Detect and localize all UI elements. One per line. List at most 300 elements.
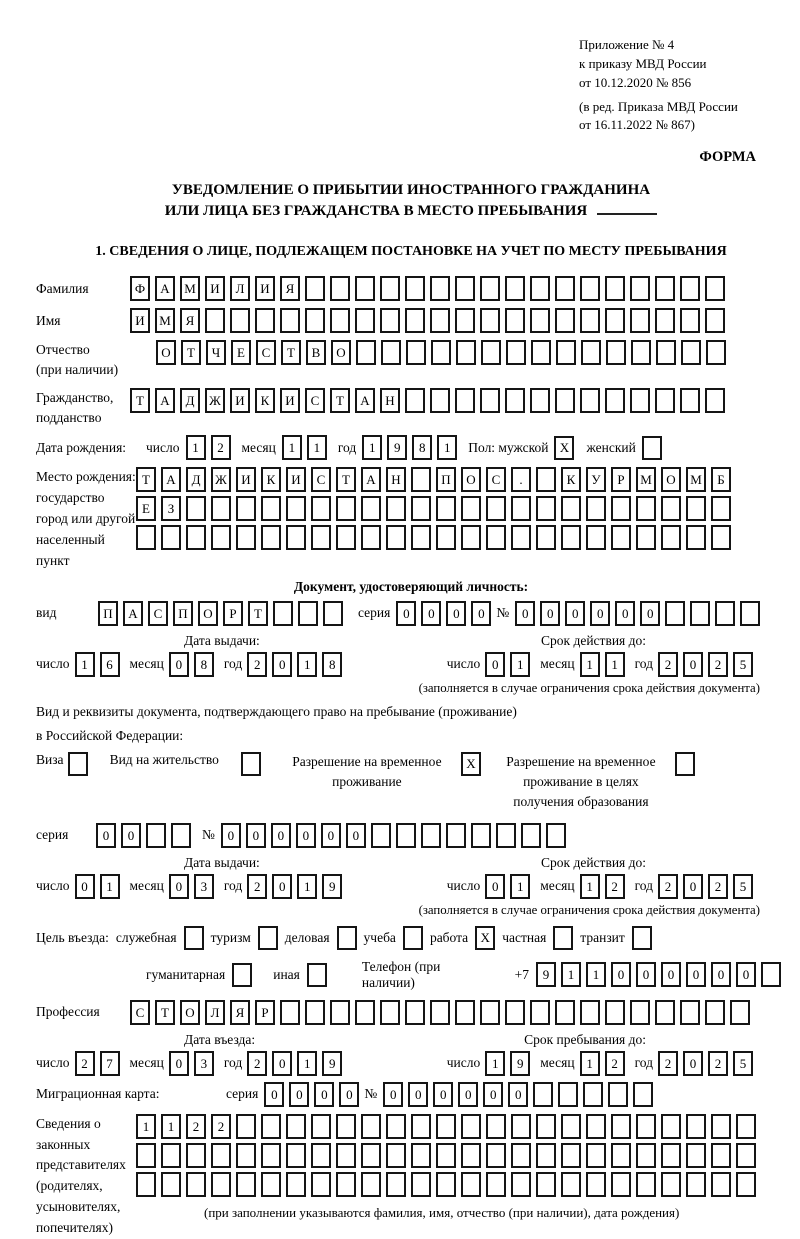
char-cell[interactable]	[436, 1143, 456, 1168]
char-cell[interactable]: Р	[611, 467, 631, 492]
char-cell[interactable]	[505, 276, 525, 301]
char-cell[interactable]	[686, 496, 706, 521]
purpose-business-checkbox[interactable]	[337, 926, 357, 950]
char-cell[interactable]	[186, 1143, 206, 1168]
char-cell[interactable]	[506, 340, 526, 365]
char-cell[interactable]	[261, 1143, 281, 1168]
char-cell[interactable]	[661, 496, 681, 521]
char-cell[interactable]: О	[180, 1000, 200, 1025]
char-cell[interactable]: Д	[186, 467, 206, 492]
char-cell[interactable]	[236, 1143, 256, 1168]
char-cell[interactable]	[461, 1172, 481, 1197]
char-cell[interactable]	[680, 388, 700, 413]
char-cell[interactable]: И	[286, 467, 306, 492]
char-cell[interactable]	[530, 308, 550, 333]
char-cell[interactable]	[555, 1000, 575, 1025]
char-cell[interactable]	[436, 1114, 456, 1139]
char-cell[interactable]	[705, 276, 725, 301]
char-cell[interactable]	[561, 1143, 581, 1168]
char-cell[interactable]	[536, 1114, 556, 1139]
purpose-work-checkbox[interactable]: X	[475, 926, 495, 950]
char-cell[interactable]	[605, 276, 625, 301]
char-cell[interactable]	[555, 308, 575, 333]
char-cell[interactable]: 0	[683, 874, 703, 899]
char-cell[interactable]	[405, 1000, 425, 1025]
char-cell[interactable]	[505, 1000, 525, 1025]
char-cell[interactable]	[705, 1000, 725, 1025]
char-cell[interactable]: М	[636, 467, 656, 492]
char-cell[interactable]	[611, 1143, 631, 1168]
char-cell[interactable]	[305, 308, 325, 333]
char-cell[interactable]	[436, 1172, 456, 1197]
char-cell[interactable]: 1	[100, 874, 120, 899]
char-cell[interactable]: 9	[510, 1051, 530, 1076]
char-cell[interactable]	[561, 1172, 581, 1197]
char-cell[interactable]	[386, 1143, 406, 1168]
char-cell[interactable]	[286, 496, 306, 521]
char-cell[interactable]	[486, 1114, 506, 1139]
char-cell[interactable]: Т	[330, 388, 350, 413]
char-cell[interactable]	[561, 525, 581, 550]
char-cell[interactable]	[711, 496, 731, 521]
char-cell[interactable]	[286, 1172, 306, 1197]
char-cell[interactable]	[705, 308, 725, 333]
char-cell[interactable]: А	[355, 388, 375, 413]
char-cell[interactable]: 1	[580, 652, 600, 677]
char-cell[interactable]	[386, 1114, 406, 1139]
char-cell[interactable]: 0	[471, 601, 491, 626]
purpose-other-checkbox[interactable]	[307, 963, 327, 987]
char-cell[interactable]: 1	[186, 435, 206, 460]
char-cell[interactable]	[536, 1172, 556, 1197]
char-cell[interactable]	[186, 525, 206, 550]
char-cell[interactable]: Т	[281, 340, 301, 365]
purpose-tourism-checkbox[interactable]	[258, 926, 278, 950]
char-cell[interactable]	[236, 496, 256, 521]
char-cell[interactable]	[430, 308, 450, 333]
char-cell[interactable]: 1	[586, 962, 606, 987]
temp-permit-checkbox[interactable]: X	[461, 752, 481, 776]
char-cell[interactable]: И	[280, 388, 300, 413]
char-cell[interactable]: 8	[194, 652, 214, 677]
char-cell[interactable]: С	[130, 1000, 150, 1025]
char-cell[interactable]	[608, 1082, 628, 1107]
purpose-study-checkbox[interactable]	[403, 926, 423, 950]
char-cell[interactable]	[161, 1172, 181, 1197]
char-cell[interactable]: 6	[100, 652, 120, 677]
char-cell[interactable]: 2	[247, 1051, 267, 1076]
char-cell[interactable]	[580, 388, 600, 413]
char-cell[interactable]: 0	[408, 1082, 428, 1107]
char-cell[interactable]: 0	[483, 1082, 503, 1107]
char-cell[interactable]: 0	[683, 1051, 703, 1076]
char-cell[interactable]	[530, 276, 550, 301]
char-cell[interactable]	[455, 1000, 475, 1025]
char-cell[interactable]: 1	[605, 652, 625, 677]
char-cell[interactable]	[386, 525, 406, 550]
char-cell[interactable]: С	[305, 388, 325, 413]
char-cell[interactable]: 0	[296, 823, 316, 848]
char-cell[interactable]	[461, 1114, 481, 1139]
char-cell[interactable]: 0	[421, 601, 441, 626]
char-cell[interactable]: И	[230, 388, 250, 413]
char-cell[interactable]	[680, 276, 700, 301]
char-cell[interactable]: 9	[322, 874, 342, 899]
char-cell[interactable]	[665, 601, 685, 626]
char-cell[interactable]: 1	[437, 435, 457, 460]
char-cell[interactable]	[371, 823, 391, 848]
char-cell[interactable]: 1	[510, 652, 530, 677]
char-cell[interactable]	[355, 308, 375, 333]
char-cell[interactable]	[330, 1000, 350, 1025]
char-cell[interactable]: 9	[387, 435, 407, 460]
char-cell[interactable]	[546, 823, 566, 848]
char-cell[interactable]	[136, 525, 156, 550]
char-cell[interactable]: 1	[307, 435, 327, 460]
char-cell[interactable]: 0	[565, 601, 585, 626]
char-cell[interactable]	[606, 340, 626, 365]
char-cell[interactable]	[405, 388, 425, 413]
char-cell[interactable]: 0	[121, 823, 141, 848]
char-cell[interactable]	[311, 1172, 331, 1197]
char-cell[interactable]: 1	[580, 874, 600, 899]
char-cell[interactable]	[681, 340, 701, 365]
char-cell[interactable]	[636, 1114, 656, 1139]
char-cell[interactable]: 0	[615, 601, 635, 626]
char-cell[interactable]: 0	[383, 1082, 403, 1107]
char-cell[interactable]: С	[148, 601, 168, 626]
char-cell[interactable]: 8	[412, 435, 432, 460]
char-cell[interactable]	[286, 1143, 306, 1168]
char-cell[interactable]: 0	[446, 601, 466, 626]
char-cell[interactable]: 0	[661, 962, 681, 987]
char-cell[interactable]: И	[255, 276, 275, 301]
char-cell[interactable]: Я	[180, 308, 200, 333]
char-cell[interactable]	[336, 496, 356, 521]
char-cell[interactable]	[411, 496, 431, 521]
char-cell[interactable]: С	[311, 467, 331, 492]
char-cell[interactable]: У	[586, 467, 606, 492]
char-cell[interactable]: К	[261, 467, 281, 492]
char-cell[interactable]	[361, 1114, 381, 1139]
char-cell[interactable]	[633, 1082, 653, 1107]
char-cell[interactable]: Л	[230, 276, 250, 301]
char-cell[interactable]: 0	[169, 1051, 189, 1076]
char-cell[interactable]	[486, 1143, 506, 1168]
char-cell[interactable]: 0	[75, 874, 95, 899]
char-cell[interactable]	[456, 340, 476, 365]
char-cell[interactable]	[171, 823, 191, 848]
char-cell[interactable]: 1	[297, 874, 317, 899]
char-cell[interactable]: 0	[246, 823, 266, 848]
char-cell[interactable]	[323, 601, 343, 626]
char-cell[interactable]	[580, 276, 600, 301]
char-cell[interactable]: П	[173, 601, 193, 626]
char-cell[interactable]: М	[155, 308, 175, 333]
char-cell[interactable]	[686, 525, 706, 550]
char-cell[interactable]: 0	[611, 962, 631, 987]
char-cell[interactable]: 0	[346, 823, 366, 848]
char-cell[interactable]: 2	[708, 1051, 728, 1076]
char-cell[interactable]: О	[461, 467, 481, 492]
char-cell[interactable]: 0	[736, 962, 756, 987]
char-cell[interactable]	[461, 525, 481, 550]
char-cell[interactable]	[630, 388, 650, 413]
char-cell[interactable]	[711, 1114, 731, 1139]
char-cell[interactable]: А	[155, 276, 175, 301]
char-cell[interactable]: 0	[433, 1082, 453, 1107]
char-cell[interactable]	[355, 1000, 375, 1025]
char-cell[interactable]: 1	[580, 1051, 600, 1076]
char-cell[interactable]	[661, 1172, 681, 1197]
char-cell[interactable]	[521, 823, 541, 848]
char-cell[interactable]: 0	[396, 601, 416, 626]
char-cell[interactable]	[480, 388, 500, 413]
char-cell[interactable]	[561, 496, 581, 521]
char-cell[interactable]: А	[123, 601, 143, 626]
char-cell[interactable]	[205, 308, 225, 333]
char-cell[interactable]: Е	[136, 496, 156, 521]
char-cell[interactable]	[211, 496, 231, 521]
char-cell[interactable]: Ф	[130, 276, 150, 301]
char-cell[interactable]: 2	[658, 1051, 678, 1076]
char-cell[interactable]	[361, 496, 381, 521]
char-cell[interactable]: З	[161, 496, 181, 521]
char-cell[interactable]: .	[511, 467, 531, 492]
char-cell[interactable]: П	[436, 467, 456, 492]
char-cell[interactable]: П	[98, 601, 118, 626]
char-cell[interactable]	[531, 340, 551, 365]
char-cell[interactable]	[555, 388, 575, 413]
char-cell[interactable]: 3	[194, 874, 214, 899]
char-cell[interactable]: Н	[380, 388, 400, 413]
char-cell[interactable]	[686, 1143, 706, 1168]
char-cell[interactable]: 0	[272, 652, 292, 677]
char-cell[interactable]: 9	[322, 1051, 342, 1076]
char-cell[interactable]	[361, 525, 381, 550]
char-cell[interactable]	[236, 1172, 256, 1197]
char-cell[interactable]: И	[130, 308, 150, 333]
char-cell[interactable]	[396, 823, 416, 848]
char-cell[interactable]: О	[156, 340, 176, 365]
char-cell[interactable]	[558, 1082, 578, 1107]
char-cell[interactable]: 1	[297, 1051, 317, 1076]
char-cell[interactable]: 0	[485, 652, 505, 677]
char-cell[interactable]	[686, 1114, 706, 1139]
char-cell[interactable]: Д	[180, 388, 200, 413]
char-cell[interactable]	[706, 340, 726, 365]
char-cell[interactable]	[661, 525, 681, 550]
char-cell[interactable]	[631, 340, 651, 365]
char-cell[interactable]: 0	[96, 823, 116, 848]
char-cell[interactable]: 1	[485, 1051, 505, 1076]
char-cell[interactable]	[605, 388, 625, 413]
char-cell[interactable]	[286, 525, 306, 550]
char-cell[interactable]	[536, 1143, 556, 1168]
char-cell[interactable]	[511, 1172, 531, 1197]
char-cell[interactable]	[273, 601, 293, 626]
char-cell[interactable]: Т	[136, 467, 156, 492]
char-cell[interactable]	[186, 1172, 206, 1197]
char-cell[interactable]: 2	[708, 652, 728, 677]
char-cell[interactable]	[405, 308, 425, 333]
char-cell[interactable]	[530, 1000, 550, 1025]
char-cell[interactable]: 1	[297, 652, 317, 677]
char-cell[interactable]: Ж	[211, 467, 231, 492]
char-cell[interactable]: 0	[272, 1051, 292, 1076]
char-cell[interactable]: Я	[230, 1000, 250, 1025]
char-cell[interactable]	[161, 1143, 181, 1168]
char-cell[interactable]	[336, 1143, 356, 1168]
char-cell[interactable]: 1	[161, 1114, 181, 1139]
char-cell[interactable]	[146, 823, 166, 848]
char-cell[interactable]: 5	[733, 1051, 753, 1076]
char-cell[interactable]	[690, 601, 710, 626]
char-cell[interactable]	[711, 1172, 731, 1197]
char-cell[interactable]	[705, 388, 725, 413]
char-cell[interactable]: 0	[540, 601, 560, 626]
char-cell[interactable]: 0	[515, 601, 535, 626]
char-cell[interactable]	[336, 1172, 356, 1197]
char-cell[interactable]	[361, 1143, 381, 1168]
char-cell[interactable]	[311, 1114, 331, 1139]
char-cell[interactable]	[711, 525, 731, 550]
char-cell[interactable]	[496, 823, 516, 848]
char-cell[interactable]	[336, 1114, 356, 1139]
char-cell[interactable]: 1	[510, 874, 530, 899]
char-cell[interactable]	[480, 308, 500, 333]
char-cell[interactable]: В	[306, 340, 326, 365]
char-cell[interactable]	[661, 1114, 681, 1139]
char-cell[interactable]	[630, 276, 650, 301]
char-cell[interactable]	[655, 388, 675, 413]
char-cell[interactable]	[536, 467, 556, 492]
char-cell[interactable]: 1	[75, 652, 95, 677]
char-cell[interactable]: 0	[314, 1082, 334, 1107]
visa-checkbox[interactable]	[68, 752, 88, 776]
char-cell[interactable]: 3	[194, 1051, 214, 1076]
char-cell[interactable]	[280, 1000, 300, 1025]
char-cell[interactable]: 2	[605, 1051, 625, 1076]
char-cell[interactable]	[411, 467, 431, 492]
char-cell[interactable]	[330, 276, 350, 301]
char-cell[interactable]	[561, 1114, 581, 1139]
char-cell[interactable]: 2	[211, 1114, 231, 1139]
char-cell[interactable]: 0	[485, 874, 505, 899]
char-cell[interactable]: 0	[458, 1082, 478, 1107]
char-cell[interactable]: 0	[339, 1082, 359, 1107]
char-cell[interactable]	[505, 388, 525, 413]
char-cell[interactable]	[211, 1172, 231, 1197]
char-cell[interactable]	[655, 1000, 675, 1025]
char-cell[interactable]	[605, 308, 625, 333]
char-cell[interactable]: 0	[169, 652, 189, 677]
char-cell[interactable]	[511, 1114, 531, 1139]
char-cell[interactable]	[336, 525, 356, 550]
purpose-transit-checkbox[interactable]	[632, 926, 652, 950]
char-cell[interactable]	[380, 276, 400, 301]
char-cell[interactable]: Н	[386, 467, 406, 492]
char-cell[interactable]	[586, 1143, 606, 1168]
char-cell[interactable]	[715, 601, 735, 626]
char-cell[interactable]	[298, 601, 318, 626]
char-cell[interactable]: 2	[75, 1051, 95, 1076]
char-cell[interactable]	[636, 1143, 656, 1168]
char-cell[interactable]	[511, 496, 531, 521]
char-cell[interactable]: К	[255, 388, 275, 413]
char-cell[interactable]	[636, 525, 656, 550]
char-cell[interactable]: Ч	[206, 340, 226, 365]
char-cell[interactable]	[455, 308, 475, 333]
char-cell[interactable]	[605, 1000, 625, 1025]
char-cell[interactable]	[230, 308, 250, 333]
char-cell[interactable]: К	[561, 467, 581, 492]
char-cell[interactable]	[580, 1000, 600, 1025]
char-cell[interactable]: И	[205, 276, 225, 301]
char-cell[interactable]: С	[486, 467, 506, 492]
char-cell[interactable]	[380, 1000, 400, 1025]
male-checkbox[interactable]: X	[554, 436, 574, 460]
char-cell[interactable]	[556, 340, 576, 365]
char-cell[interactable]	[611, 1172, 631, 1197]
char-cell[interactable]	[421, 823, 441, 848]
char-cell[interactable]	[405, 276, 425, 301]
char-cell[interactable]	[511, 525, 531, 550]
char-cell[interactable]	[136, 1172, 156, 1197]
char-cell[interactable]	[261, 496, 281, 521]
char-cell[interactable]: 2	[247, 874, 267, 899]
char-cell[interactable]	[555, 276, 575, 301]
char-cell[interactable]	[471, 823, 491, 848]
char-cell[interactable]	[636, 1172, 656, 1197]
char-cell[interactable]	[436, 525, 456, 550]
char-cell[interactable]: А	[361, 467, 381, 492]
char-cell[interactable]	[355, 276, 375, 301]
char-cell[interactable]	[536, 525, 556, 550]
char-cell[interactable]	[581, 340, 601, 365]
char-cell[interactable]	[455, 276, 475, 301]
char-cell[interactable]: И	[236, 467, 256, 492]
char-cell[interactable]	[711, 1143, 731, 1168]
char-cell[interactable]	[611, 496, 631, 521]
char-cell[interactable]: О	[661, 467, 681, 492]
char-cell[interactable]	[486, 525, 506, 550]
char-cell[interactable]	[386, 496, 406, 521]
char-cell[interactable]	[186, 496, 206, 521]
char-cell[interactable]	[311, 1143, 331, 1168]
char-cell[interactable]: Ж	[205, 388, 225, 413]
char-cell[interactable]	[211, 1143, 231, 1168]
char-cell[interactable]: 0	[711, 962, 731, 987]
char-cell[interactable]	[455, 388, 475, 413]
char-cell[interactable]	[761, 962, 781, 987]
char-cell[interactable]	[586, 1114, 606, 1139]
char-cell[interactable]: 0	[640, 601, 660, 626]
char-cell[interactable]: 2	[708, 874, 728, 899]
char-cell[interactable]	[386, 1172, 406, 1197]
char-cell[interactable]	[736, 1143, 756, 1168]
char-cell[interactable]	[611, 1114, 631, 1139]
char-cell[interactable]	[311, 496, 331, 521]
char-cell[interactable]: 9	[536, 962, 556, 987]
char-cell[interactable]: А	[161, 467, 181, 492]
char-cell[interactable]	[411, 525, 431, 550]
char-cell[interactable]	[305, 1000, 325, 1025]
char-cell[interactable]	[530, 388, 550, 413]
char-cell[interactable]: 0	[264, 1082, 284, 1107]
char-cell[interactable]	[740, 601, 760, 626]
char-cell[interactable]: Т	[130, 388, 150, 413]
